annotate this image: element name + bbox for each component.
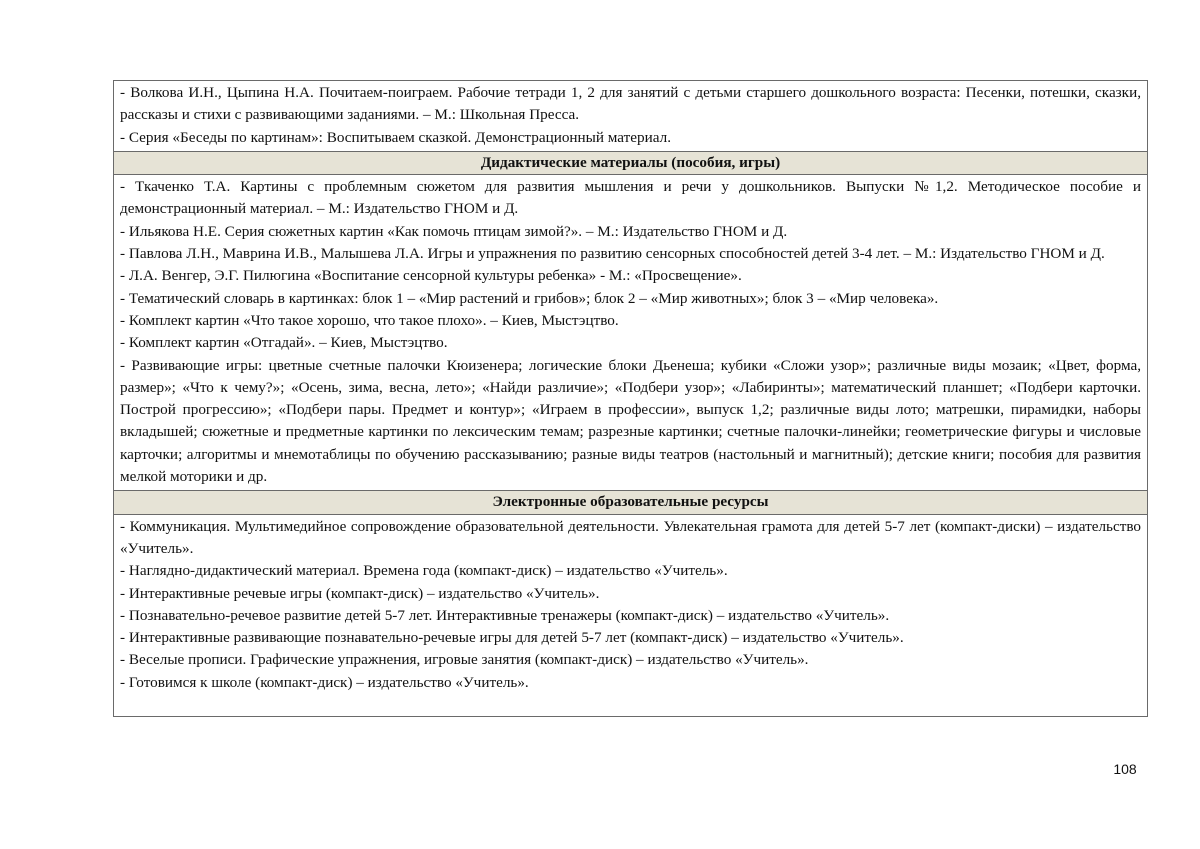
list-item: - Интерактивные развивающие познавательно-речевые игры для детей 5-7 лет (компакт-диск) – издательство «Учитель». <box>120 629 904 647</box>
list-item: - Познавательно-речевое развитие детей 5-7 лет. Интерактивные тренажеры (компакт-диск) – издательство «Учитель». <box>120 606 890 624</box>
page-number: 108 <box>1113 761 1137 777</box>
list-item: - Комплект картин «Отгадай». – Киев, Мыстэцтво. <box>120 334 448 352</box>
list-item: - Павлова Л.Н., Маврина И.В., Малышева Л.А. Игры и упражнения по развитию сенсорных способностей детей 3-4 лет. – М.: Издательство ГНОМ и Д. <box>120 245 1105 263</box>
list-item: - Развивающие игры: цветные счетные палочки Кюизенера; логические блоки Дьенеша; кубики «Сложи узор»; различные виды мозаик; «Цвет, форма, размер»; «Что к чему?»; «Осень, зима, весна, лето»; «Найди различие»; «Подбери узор»; «Лабиринты»; математический планшет; «Подбери карточки. Построй прогрессию»; «Подбери пары. Предмет и контур»; «Играем в профессии», выпуск 1,2; различные виды лото; матрешки, пирамидки, наборы вкладышей; сюжетные и предметные картинки по лексическим темам; разрезные картинки; счетные палочки-линейки; геометрические фигуры и числовые карточки; алгоритмы и мнемотаблицы по обучению рассказыванию; разные виды театров (настольный и магнитный); детские книги; пособия для развития мелкой моторики и др. <box>120 356 1141 486</box>
list-item: - Готовимся к школе (компакт-диск) – издательство «Учитель». <box>120 673 529 691</box>
section-heading-electronic: Электронные образовательные ресурсы <box>114 491 1148 514</box>
list-item: - Ильякова Н.Е. Серия сюжетных картин «Как помочь птицам зимой?». – М.: Издательство ГНОМ и Д. <box>120 222 788 240</box>
list-item: - Интерактивные речевые игры (компакт-диск) – издательство «Учитель». <box>120 584 600 602</box>
electronic-resources-cell <box>114 514 1148 716</box>
list-item: - Коммуникация. Мультимедийное сопровождение образовательной деятельности. Увлекательная грамота для детей 5-7 лет (компакт-диски) – издательство «Учитель». <box>120 517 1141 557</box>
list-item: - Наглядно-дидактический материал. Времена года (компакт-диск) – издательство «Учитель». <box>120 562 728 580</box>
section-heading-didactic: Дидактические материалы (пособия, игры) <box>114 151 1148 174</box>
list-item: - Веселые прописи. Графические упражнения, игровые занятия (компакт-диск) – издательство «Учитель». <box>120 651 809 669</box>
list-item: - Комплект картин «Что такое хорошо, что такое плохо». – Киев, Мыстэцтво. <box>120 311 619 329</box>
list-item: - Ткаченко Т.А. Картины с проблемным сюжетом для развития мышления и речи у дошкольников. Выпуски №1,2. Методическое пособие и демонстрационный материал. – М.: Издательство ГНОМ и Д. <box>120 178 1141 218</box>
table-row <box>114 81 1148 152</box>
list-item: - Л.А. Венгер, Э.Г. Пилюгина «Воспитание сенсорной культуры ребенка» - М.: «Просвещение». <box>120 267 742 285</box>
table-row <box>114 151 1148 174</box>
table-row <box>114 175 1148 491</box>
table-row <box>114 514 1148 716</box>
list-item: - Волкова И.Н., Цыпина Н.А. Почитаем-поиграем. Рабочие тетради 1, 2 для занятий с детьми старшего дошкольного возраста: Песенки, потешки, сказки, рассказы и стихи с развивающими заданиями. – М.: Школьная Пресса. <box>120 84 1141 124</box>
literature-cell <box>114 81 1148 152</box>
table-row <box>114 491 1148 514</box>
didactic-materials-cell <box>114 175 1148 491</box>
list-item: - Тематический словарь в картинках: блок 1 – «Мир растений и грибов»; блок 2 – «Мир животных»; блок 3 – «Мир человека». <box>120 289 939 307</box>
resources-table <box>113 80 1148 717</box>
list-item: - Серия «Беседы по картинам»: Воспитываем сказкой. Демонстрационный материал. <box>120 128 672 146</box>
